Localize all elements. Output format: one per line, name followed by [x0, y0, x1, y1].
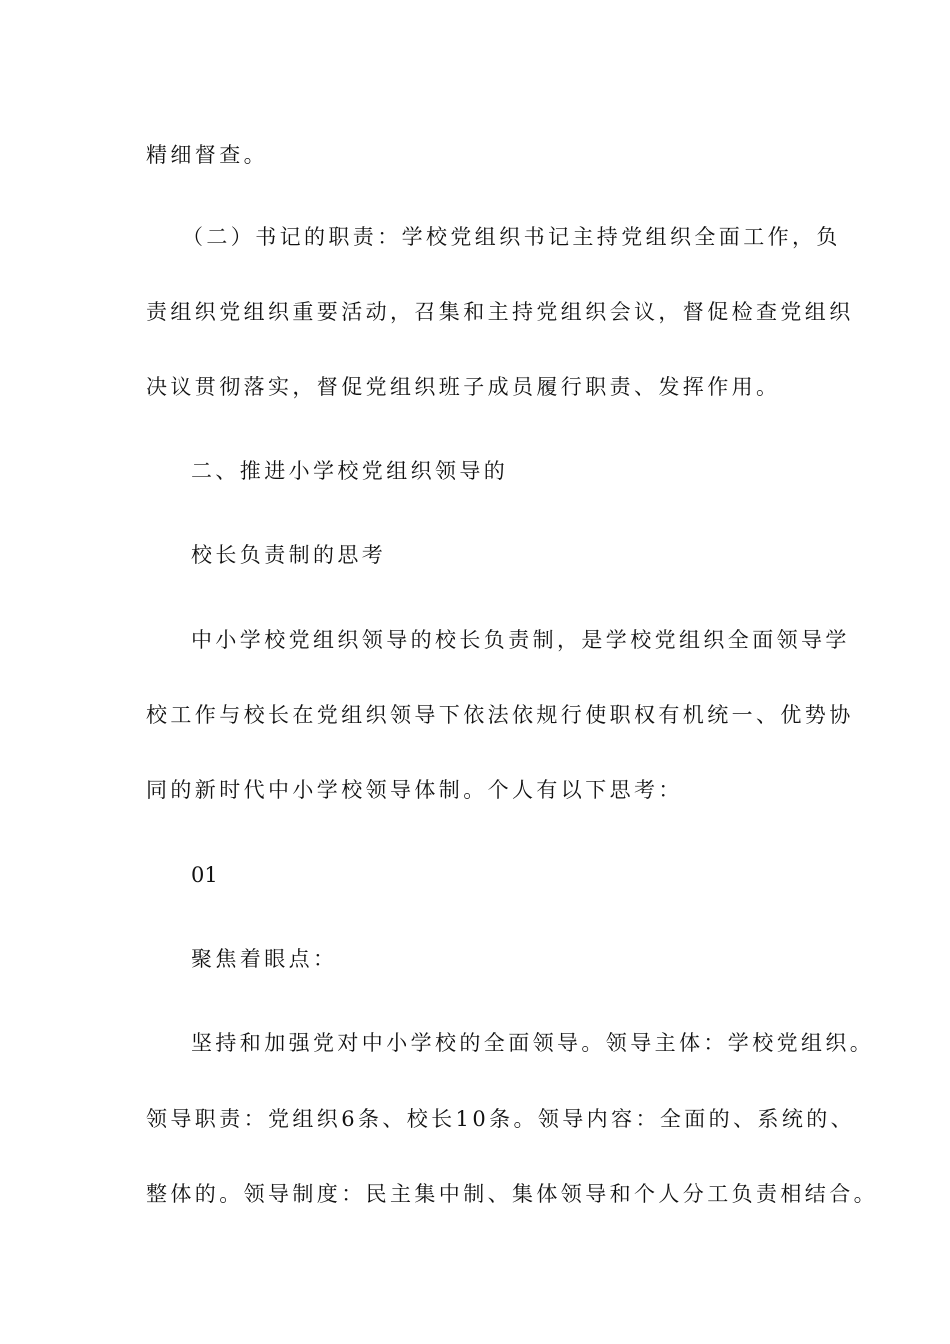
paragraph-line: 责组织党组织重要活动，召集和主持党组织会议，督促检查党组织 — [146, 300, 854, 324]
section-heading: （二）书记的职责：学校党组织书记主持党组织全面工作，负 — [182, 225, 841, 249]
paragraph-line: 中小学校党组织领导的校长负责制，是学校党组织全面领导学 — [191, 628, 850, 652]
section-title: 二、推进小学校党组织领导的 — [191, 459, 509, 483]
paragraph-line: 精细督查。 — [146, 143, 268, 167]
subheading: 聚焦着眼点： — [191, 947, 338, 971]
paragraph-line: 整体的。领导制度：民主集中制、集体领导和个人分工负责相结合。 — [146, 1182, 878, 1206]
paragraph-line: 决议贯彻落实，督促党组织班子成员履行职责、发挥作用。 — [146, 375, 781, 399]
paragraph-line: 领导职责：党组织6条、校长10条。领导内容：全面的、系统的、 — [146, 1107, 856, 1131]
paragraph-line: 坚持和加强党对中小学校的全面领导。领导主体：学校党组织。 — [191, 1031, 875, 1055]
paragraph-line: 校工作与校长在党组织领导下依法依规行使职权有机统一、优势协 — [146, 703, 854, 727]
section-title-continued: 校长负责制的思考 — [191, 543, 387, 567]
paragraph-line: 同的新时代中小学校领导体制。个人有以下思考： — [146, 778, 683, 802]
item-number: 01 — [191, 863, 218, 887]
